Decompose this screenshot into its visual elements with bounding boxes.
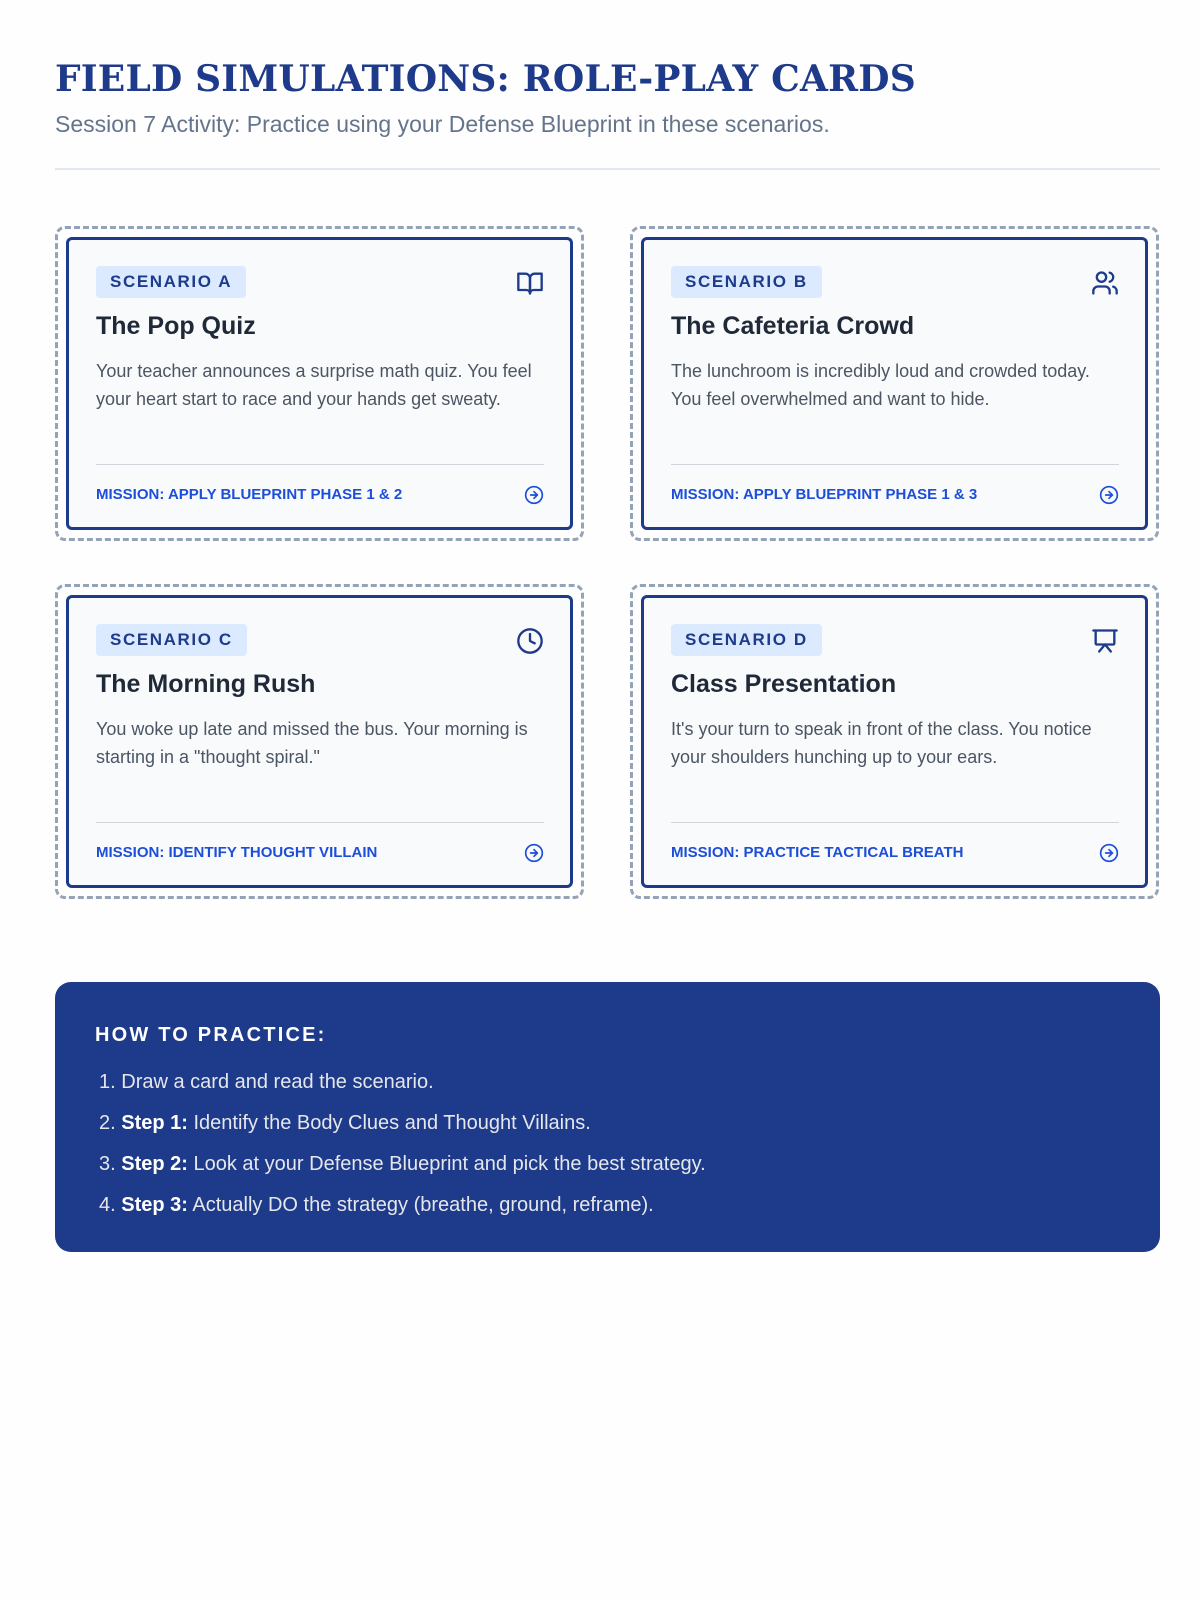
- step-number: 2.: [99, 1112, 116, 1134]
- card-title: The Pop Quiz: [96, 312, 256, 340]
- card-cutout-b: [630, 226, 1159, 541]
- arrow-circle-right-icon[interactable]: [524, 843, 544, 863]
- scenario-tag: SCENARIO C: [96, 624, 247, 656]
- step-label: Step 2:: [121, 1153, 188, 1175]
- scenario-tag: SCENARIO A: [96, 266, 246, 298]
- arrow-circle-right-icon[interactable]: [1099, 485, 1119, 505]
- practice-step: [95, 1185, 706, 1226]
- step-text: Draw a card and read the scenario.: [121, 1071, 434, 1093]
- card-mission: MISSION: PRACTICE TACTICAL BREATH: [671, 844, 964, 861]
- card-divider: [671, 822, 1119, 823]
- scenario-card-a[interactable]: [66, 237, 573, 530]
- practice-step: [95, 1062, 706, 1103]
- card-title: The Cafeteria Crowd: [671, 312, 915, 340]
- practice-steps-list: [95, 1062, 706, 1226]
- arrow-circle-right-icon[interactable]: [1099, 843, 1119, 863]
- card-divider: [671, 464, 1119, 465]
- presentation-icon: [1091, 627, 1119, 655]
- header-divider: [55, 168, 1160, 170]
- card-title: The Morning Rush: [96, 670, 316, 698]
- card-description: Your teacher announces a surprise math quiz. You feel your heart start to race and your hands get sweaty.: [96, 361, 532, 409]
- step-text: Identify the Body Clues and Thought Villains.: [193, 1112, 591, 1134]
- step-text: Look at your Defense Blueprint and pick the best strategy.: [193, 1153, 706, 1175]
- step-label: Step 3:: [121, 1194, 188, 1216]
- scenario-card-c[interactable]: [66, 595, 573, 888]
- card-cutout-c: [55, 584, 584, 899]
- page-subtitle: Session 7 Activity: Practice using your Defense Blueprint in these scenarios.: [55, 111, 830, 137]
- scenario-card-d[interactable]: [641, 595, 1148, 888]
- scenario-card-b[interactable]: [641, 237, 1148, 530]
- practice-heading: HOW TO PRACTICE:: [95, 1024, 327, 1046]
- card-divider: [96, 464, 544, 465]
- card-cutout-a: [55, 226, 584, 541]
- step-label: Step 1:: [121, 1112, 188, 1134]
- scenario-tag: SCENARIO B: [671, 266, 822, 298]
- card-cutout-d: [630, 584, 1159, 899]
- users-icon: [1091, 269, 1119, 297]
- step-number: 1.: [99, 1071, 116, 1093]
- page-title: FIELD SIMULATIONS: ROLE-PLAY CARDS: [55, 58, 916, 100]
- practice-step: [95, 1103, 706, 1144]
- card-description: It's your turn to speak in front of the class. You notice your shoulders hunching up to your ears.: [671, 719, 1092, 767]
- practice-step: [95, 1144, 706, 1185]
- card-mission: MISSION: IDENTIFY THOUGHT VILLAIN: [96, 844, 378, 861]
- card-description: The lunchroom is incredibly loud and crowded today. You feel overwhelmed and want to hide.: [671, 361, 1090, 409]
- scenario-tag: SCENARIO D: [671, 624, 822, 656]
- arrow-circle-right-icon[interactable]: [524, 485, 544, 505]
- clock-icon: [516, 627, 544, 655]
- how-to-practice-panel: [55, 982, 1160, 1252]
- card-description: You woke up late and missed the bus. Your morning is starting in a "thought spiral.": [96, 719, 528, 767]
- step-number: 3.: [99, 1153, 116, 1175]
- step-number: 4.: [99, 1194, 116, 1216]
- card-mission: MISSION: APPLY BLUEPRINT PHASE 1 & 3: [671, 486, 978, 503]
- step-text: Actually DO the strategy (breathe, ground, reframe).: [192, 1194, 654, 1216]
- card-mission: MISSION: APPLY BLUEPRINT PHASE 1 & 2: [96, 486, 403, 503]
- book-open-icon: [516, 269, 544, 297]
- card-divider: [96, 822, 544, 823]
- card-title: Class Presentation: [671, 670, 897, 698]
